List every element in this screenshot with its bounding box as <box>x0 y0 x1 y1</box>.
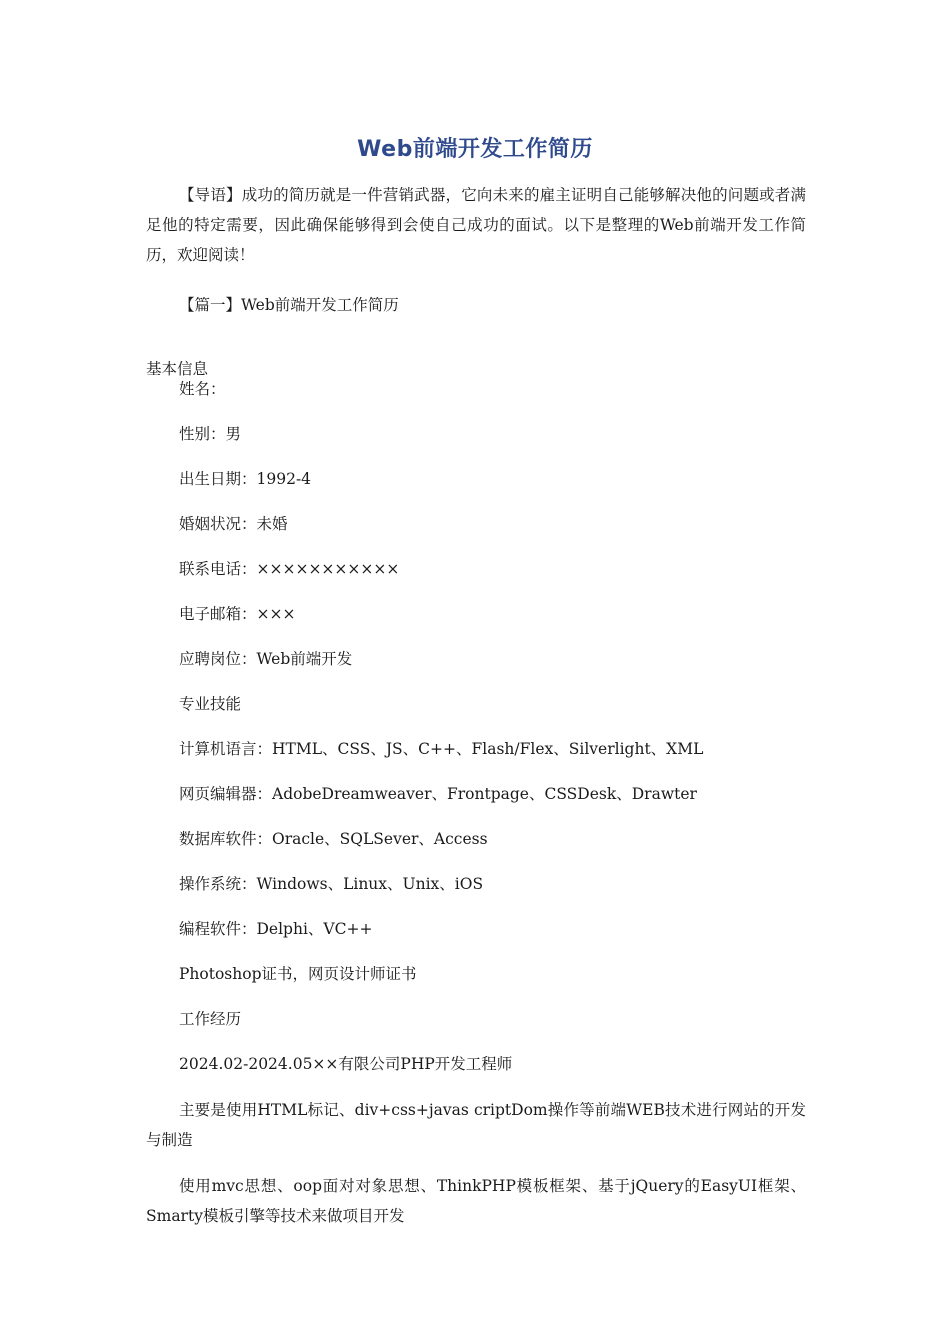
marital-line: 婚姻状况：未婚 <box>179 515 288 533</box>
name-line: 姓名： <box>179 380 226 398</box>
skills-languages: 计算机语言：HTML、CSS、JS、C++、Flash/Flex、Silverlight、XML <box>179 740 704 758</box>
work-heading: 工作经历 <box>179 1010 242 1028</box>
position-line: 应聘岗位：Web前端开发 <box>179 650 353 668</box>
work-description-1: 主要是使用HTML标记、div+css+javas criptDom操作等前端WEB技术进行网站的开发与制造 <box>146 1101 806 1149</box>
skills-os: 操作系统：Windows、Linux、Unix、iOS <box>179 875 484 893</box>
work-description-2: 使用mvc思想、oop面对对象思想、ThinkPHP模板框架、基于jQuery的EasyUI框架、Smarty模板引擎等技术来做项目开发 <box>146 1177 806 1225</box>
section-heading: 【篇一】Web前端开发工作简历 <box>179 296 399 314</box>
basic-info-heading: 基本信息 <box>146 360 209 378</box>
phone-line: 联系电话：××××××××××× <box>179 560 400 578</box>
skills-databases: 数据库软件：Oracle、SQLSever、Access <box>179 830 488 848</box>
work-period: 2024.02-2024.05××有限公司PHP开发工程师 <box>179 1055 513 1073</box>
email-line: 电子邮箱：××× <box>179 605 296 623</box>
intro-paragraph: 【导语】成功的简历就是一件营销武器，它向未来的雇主证明自己能够解决他的问题或者满足他的特定需要，因此确保能够得到会使自己成功的面试。以下是整理的Web前端开发工作简历，欢迎阅读！ <box>146 186 806 264</box>
skills-editors: 网页编辑器：AdobeDreamweaver、Frontpage、CSSDesk、Drawter <box>179 785 697 803</box>
skills-certificates: Photoshop证书，网页设计师证书 <box>179 965 417 983</box>
birth-line: 出生日期：1992-4 <box>179 470 312 488</box>
skills-heading: 专业技能 <box>179 695 242 713</box>
document-title: Web前端开发工作简历 <box>357 137 593 162</box>
skills-programming: 编程软件：Delphi、VC++ <box>179 920 373 938</box>
gender-line: 性别：男 <box>179 425 242 443</box>
